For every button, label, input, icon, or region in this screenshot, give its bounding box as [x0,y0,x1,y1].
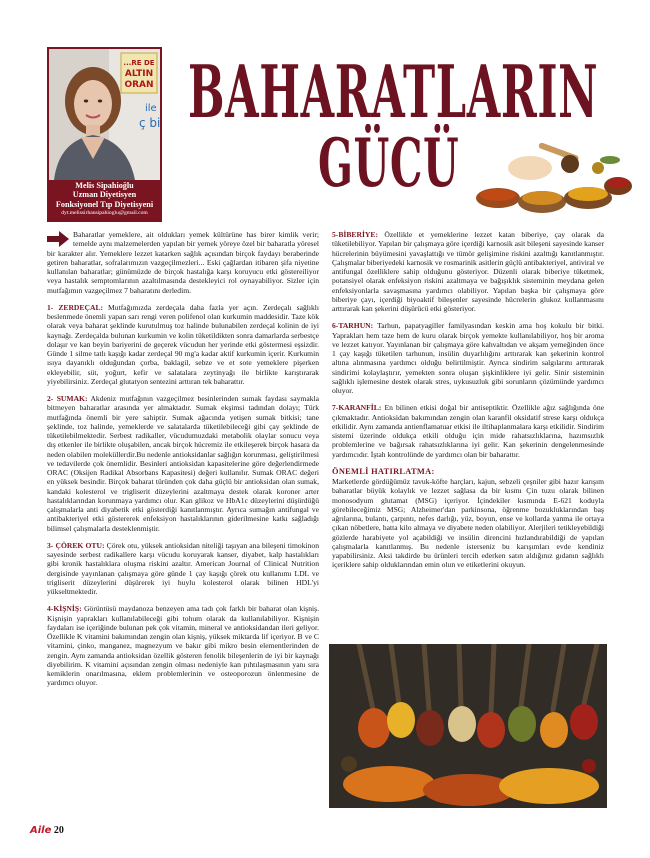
author-name: Melis Sipahioğlu [75,181,134,190]
section-text: Tarhun, papatyagiller familyasından keskin ama hoş kokulu bir bitki. Yaprakları hem taze hem de kuru olarak birçok yemekte kullanılabiliyor, hoş bir aroma ve lezzet katıyor. Yayınlanan bir çalışmaya göre kahvaltıdan ve akşam yemeğinden önce 1 çay kaşığı tüketilen tarhunun, insülin duyarlılığını arttırarak kan şekerinin kontrol altına alınmasına yardımcı olduğu belirtilmiştir. Ayrıca sindirim salgılarını arttırarak sindirimi kolaylaştırır, yemekten sonra oluşan şişkinliklere iyi gelir. Sinir sisteminin sağlıklı işlemesine destek olarak stres, uykusuzluk gibi sorunların çözümünde yardımcı oluyor. [332,321,605,395]
author-email: dyt.melissirhansipahioglu@gmail.com [61,210,148,217]
author-title-1: Uzman Diyetisyen [72,190,137,200]
intro-text: Baharatlar yemeklere, ait oldukları yemek kültürüne has birer kimlik verir; temelde aynı malzemelerden yapılan bir yemek yöreye özel bir baharatla yöresel bir karakter alır. Yemeklere lezzet katarken sağlık açısından birçok faydayı beraberinde getiren baharatlar, sofralarımızın vazgeçilmezleri... Eski çağlardan itibaren şifa niyetine kullanılan baharatlar; günümüzde de birçok hastalığa karşı koruyucu etki göstereiliyor veya hastalık semptomlarının azaltılmasında destekleyici rol oynayabiliyor. Sizler için mutfağımın vazgeçilmez 7 baharatını derledim. [47,230,319,295]
section-heading: 2- SUMAK: [47,394,88,403]
arrow-right-icon [47,231,69,247]
author-title-2: Fonksiyonel Tıp Diyetisyeni [55,199,154,209]
left-column [47,230,319,696]
section-text: Mutfağımızda zerdeçala daha fazla yer açın. Zerdeçalı sağlıklı beslenmede önemli yapan sarı rengi veren polifenol olan kurkumin maddesidir. Taze kök olarak veya baharat şeklinde kurutulmuş toz halinde bulunabilen zerdeçal kolinin de iyi kaynağı. Zerdeçalda bulunan kurkumin ve kolin tüketildikten sonra damarlarda serbestçe dolaşır ve kan beyin bariyerini de geçerek vücudun her yerinde etki gösterme​si eşsizdir. Günde 1 silme tatlı kaşığı kadar zerdeçal 90 mg'a kadar aktif kurkumin içerir. Kurkumin ısıya dayanıklı olduğundan çorba, baklagil, sebze ve et sote yemeklere pişerken ekleyebilir, süt, yoğurt, kefir ve salatalara zeytinyağı ile birlikte karıştırarak yiyebilirsiniz. Zerdeçal glutatyon sentezini arttıran tek baharattır. [47,302,319,386]
section-heading: 4-KİŞNİŞ: [47,604,82,614]
author-caption [47,181,162,217]
important-note [332,467,604,570]
section-text: En bilinen etkisi doğal bir antiseptiktir. Özellikle ağız sağlığında öne çıkmaktadır. Antioksidan bakımından zengin olan karanfil oksidatif strese karşı oldukça etkilidir. Aynı zamanda antienflamatuar etkisi ile iltihaplanmalara karşı etkilidir. Sindirim sistemi üzerinde oldukça etkili olduğu için mide rahatsızlıklarına, hazımsızlık problemlerine ve bağırsak rahatsızlıklarına iyi gelir. Kan şekerinin dengelenmesinde yardımcıdır. İştah kontrolünde de yardımcı olan bir baharattır. [332,403,604,459]
right-column [332,230,604,578]
section-heading: 6-TARHUN: [332,321,374,331]
section-heading: 1- ZERDEÇAL: [47,302,104,312]
badge-text-1: ...RE DE [123,59,155,67]
title-line-1: BAHARATLARIN [188,49,599,134]
svg-text:ile: ile [145,103,157,114]
badge-text-2: ALTIN [124,69,154,79]
title-line-2: GÜCÜ [318,124,460,202]
note-text: Marketlerde gördüğümüz tavuk-köfte harçları, kajun, sebzeli çeşniler gibi hazır karışım baharatlar büyük kolaylık ve lezzet sağlasa da bir kısmı Çin tuzu olarak bilinen monosodyum glutamat (MSG) içeriyor. İçindekiler kısmında E-621 koduyla görebileceğimiz MSG; Alzheimer'dan parkinsona, öğrenme bozukluklarından baş ağrılarına, bulantı, çarpıntı, nefes darlığı, yüz, boyun, ense ve kollarda yanma ile ortaya çıkan nöbetlere, hatta kilo almaya ve diyabete neden olabiliyor. Alerjileri tetikleyebildiği gözlerde harabiyete yol açabildiği ve insülin direncini hızlandırabildiği de yapılan çalışmalarla kanıtlanmış. Bu nedenle isterseniz bu karışımları evde kendiniz yapabilirsiniz. Aksi takdirde bu ürünleri tercih ederken satın aldığınız gıdanın sağlıklı içeriklere sahip olduklarından emin olun ve etiketlerini okuyun. [332,477,604,570]
section-sumak [47,394,319,533]
intro-paragraph [47,230,319,295]
note-heading: ÖNEMLİ HATIRLATMA: [332,466,435,476]
author-portrait-image [49,49,160,180]
section-heading: 5-BİBERİYE: [332,230,378,239]
section-heading: 3- ÇÖREK OTU: [47,540,105,550]
section-text: Özellikle et yemeklerine lezzet katan biberiye, çay olarak da tüketilebiliyor. Yapılan bir çalışmaya göre içerdiği karnosik asit bileşeni sayesinde kanser hücrelerinin büyümesini yavaşlattığı ve tümör gelişimine riskini azalttığı kanıtlanmıştır. Çalışmalar biberiyedeki karnosik ve rosmarinik asitlerin güçlü antibakteriyel, antiviral ve antifungal özelliklere sahip olduğunu gösteriyor. Düzenli olarak biberiye tüketmek, potansiyel olarak enfeksiyon riskini azaltmaya ve bağışıklık sisteminin meydana gelen enfeksiyonlarla savaşmasına yardımcı olabiliyor. Yapılan başka bir çalışmaya göre biberiye çayı, içerdiği biyoaktif bileşenler sayesinde hücrelerin glukoz kullanmasını arttırarak kan şekerini düşürücü etki gösteriyor. [332,230,604,313]
spices-image [329,644,607,808]
section-tarhun [332,321,604,395]
spice-spoons-illustration [470,128,632,220]
section-text: Çörek otu, yüksek antioksidan niteliği taşıyan ana bileşeni timokinon sayesinde serbest radikallere karşı vücudu koruyarak kanser, diyabet, kalp hastalıkları gibi kronik hastalıklara oluşma riskini azaltır. American Journal of Clinical Nutrition dergisinde yayınlanan çalışmaya göre günde 1 çay kaşığı çörek otu kullanımı LDL ve trigliserit düzeylerini düşürerek iyi huylu kolesterol olarak bilinen HDL'yi yükseltmektedir. [47,540,320,596]
section-biberiye [332,230,604,313]
section-karanfil [332,403,604,459]
section-kisnis [47,604,319,687]
spice-photo [329,644,607,808]
section-text: Görüntüsü maydanoza benzeyen ama tadı çok farklı bir baharat olan kişniş. Kişnişin yaprakları kullanılabileceği gibi tohum olarak da kullanılabiliyor. Kişnişin faydaları ise içeriğinde bulunan pek çok vitamin, mineral ve antioksidandan ileri geliyor. Özellikle K vitamini bakımından zengin olan kişniş, yüksek miktarda lif içeriyor. B ve C vitamini, çinko, manganez, magnezyum ve bakır gibi mikro besin elementlerinden de zengin. Aynı zamanda antioksidan özellik gösteren fenolik bileşenlerin de iyi bir kaynağı diyebilirim. K vitamini açısından zengin olması nedeniyle kan pıhtılaşmasının yanı sıra kemiklerin onarılmasına, eklem problemlerinin ve osteoporozun önlenmesine de yardımcı oluyor. [47,604,319,688]
author-photo [49,49,160,180]
page-number: 20 [53,825,64,836]
page-footer [30,825,64,836]
section-corek-otu [47,541,319,597]
badge-text-3: ORAN [124,80,154,90]
svg-text:ç bi: ç bi [139,116,160,130]
section-heading: 7-KARANFİL: [332,403,382,413]
footer-brand: Aile [30,825,52,836]
section-text: Akdeniz mutfağının vazgeçilmez besinlerinden sumak faydası saymakla bitmeyen baharatlar arasında yer almaktadır. Sumak ekşimsi tadından dolayı; Türk mutfağında önemli bir yere sahiptir. Sumak ağacında yetişen sumak bitkisi; tane şeklinde, toz halinde, yemeklerde ve salatalarda tüketilebileceği gibi çay şeklinde de tüketilebilmektedir. Serbest radikaller, vücudumuzdaki metabolik olaylar sonucu veya dış etkenler ile birlikte oluşabilen, ancak birçok hücremiz ile etkileşerek birçok hasara da neden olabilen moleküllerdir.Bu nedenle antioksidanlar sağlığın korunması, geliştirilmesi ve tedavilerde çok önemlidir. Besinleri antioksidan kapasitelerine göre değerlendirmede ORAC (Oksijen Radikal Absorbans Kapasitesi) değeri kullanılır. Sumak ORAC değeri en yüksek besindir. Birçok baharat türünden çok daha güçlü bir antioksidan olan sumak, kandaki kolesterol ve trigliserit düzeylerini azaltmaya destek olarak koroner arter hastalıklarından korunmaya yardımcı olur. Kan glikoz ve HbA1c düzeylerini düşürdüğü çalışmalarla anti diyabetik etki gösterdiği kanıtlanmıştır. Ayrıca sumağın antifungal ve antibakteriyel etki göstererek enfeksiyon hastalıklarının giderilmesine katkı sağladığı bilimsel çalışmalarla desteklenmiştir. [47,394,319,533]
section-zerdecal [47,303,319,386]
